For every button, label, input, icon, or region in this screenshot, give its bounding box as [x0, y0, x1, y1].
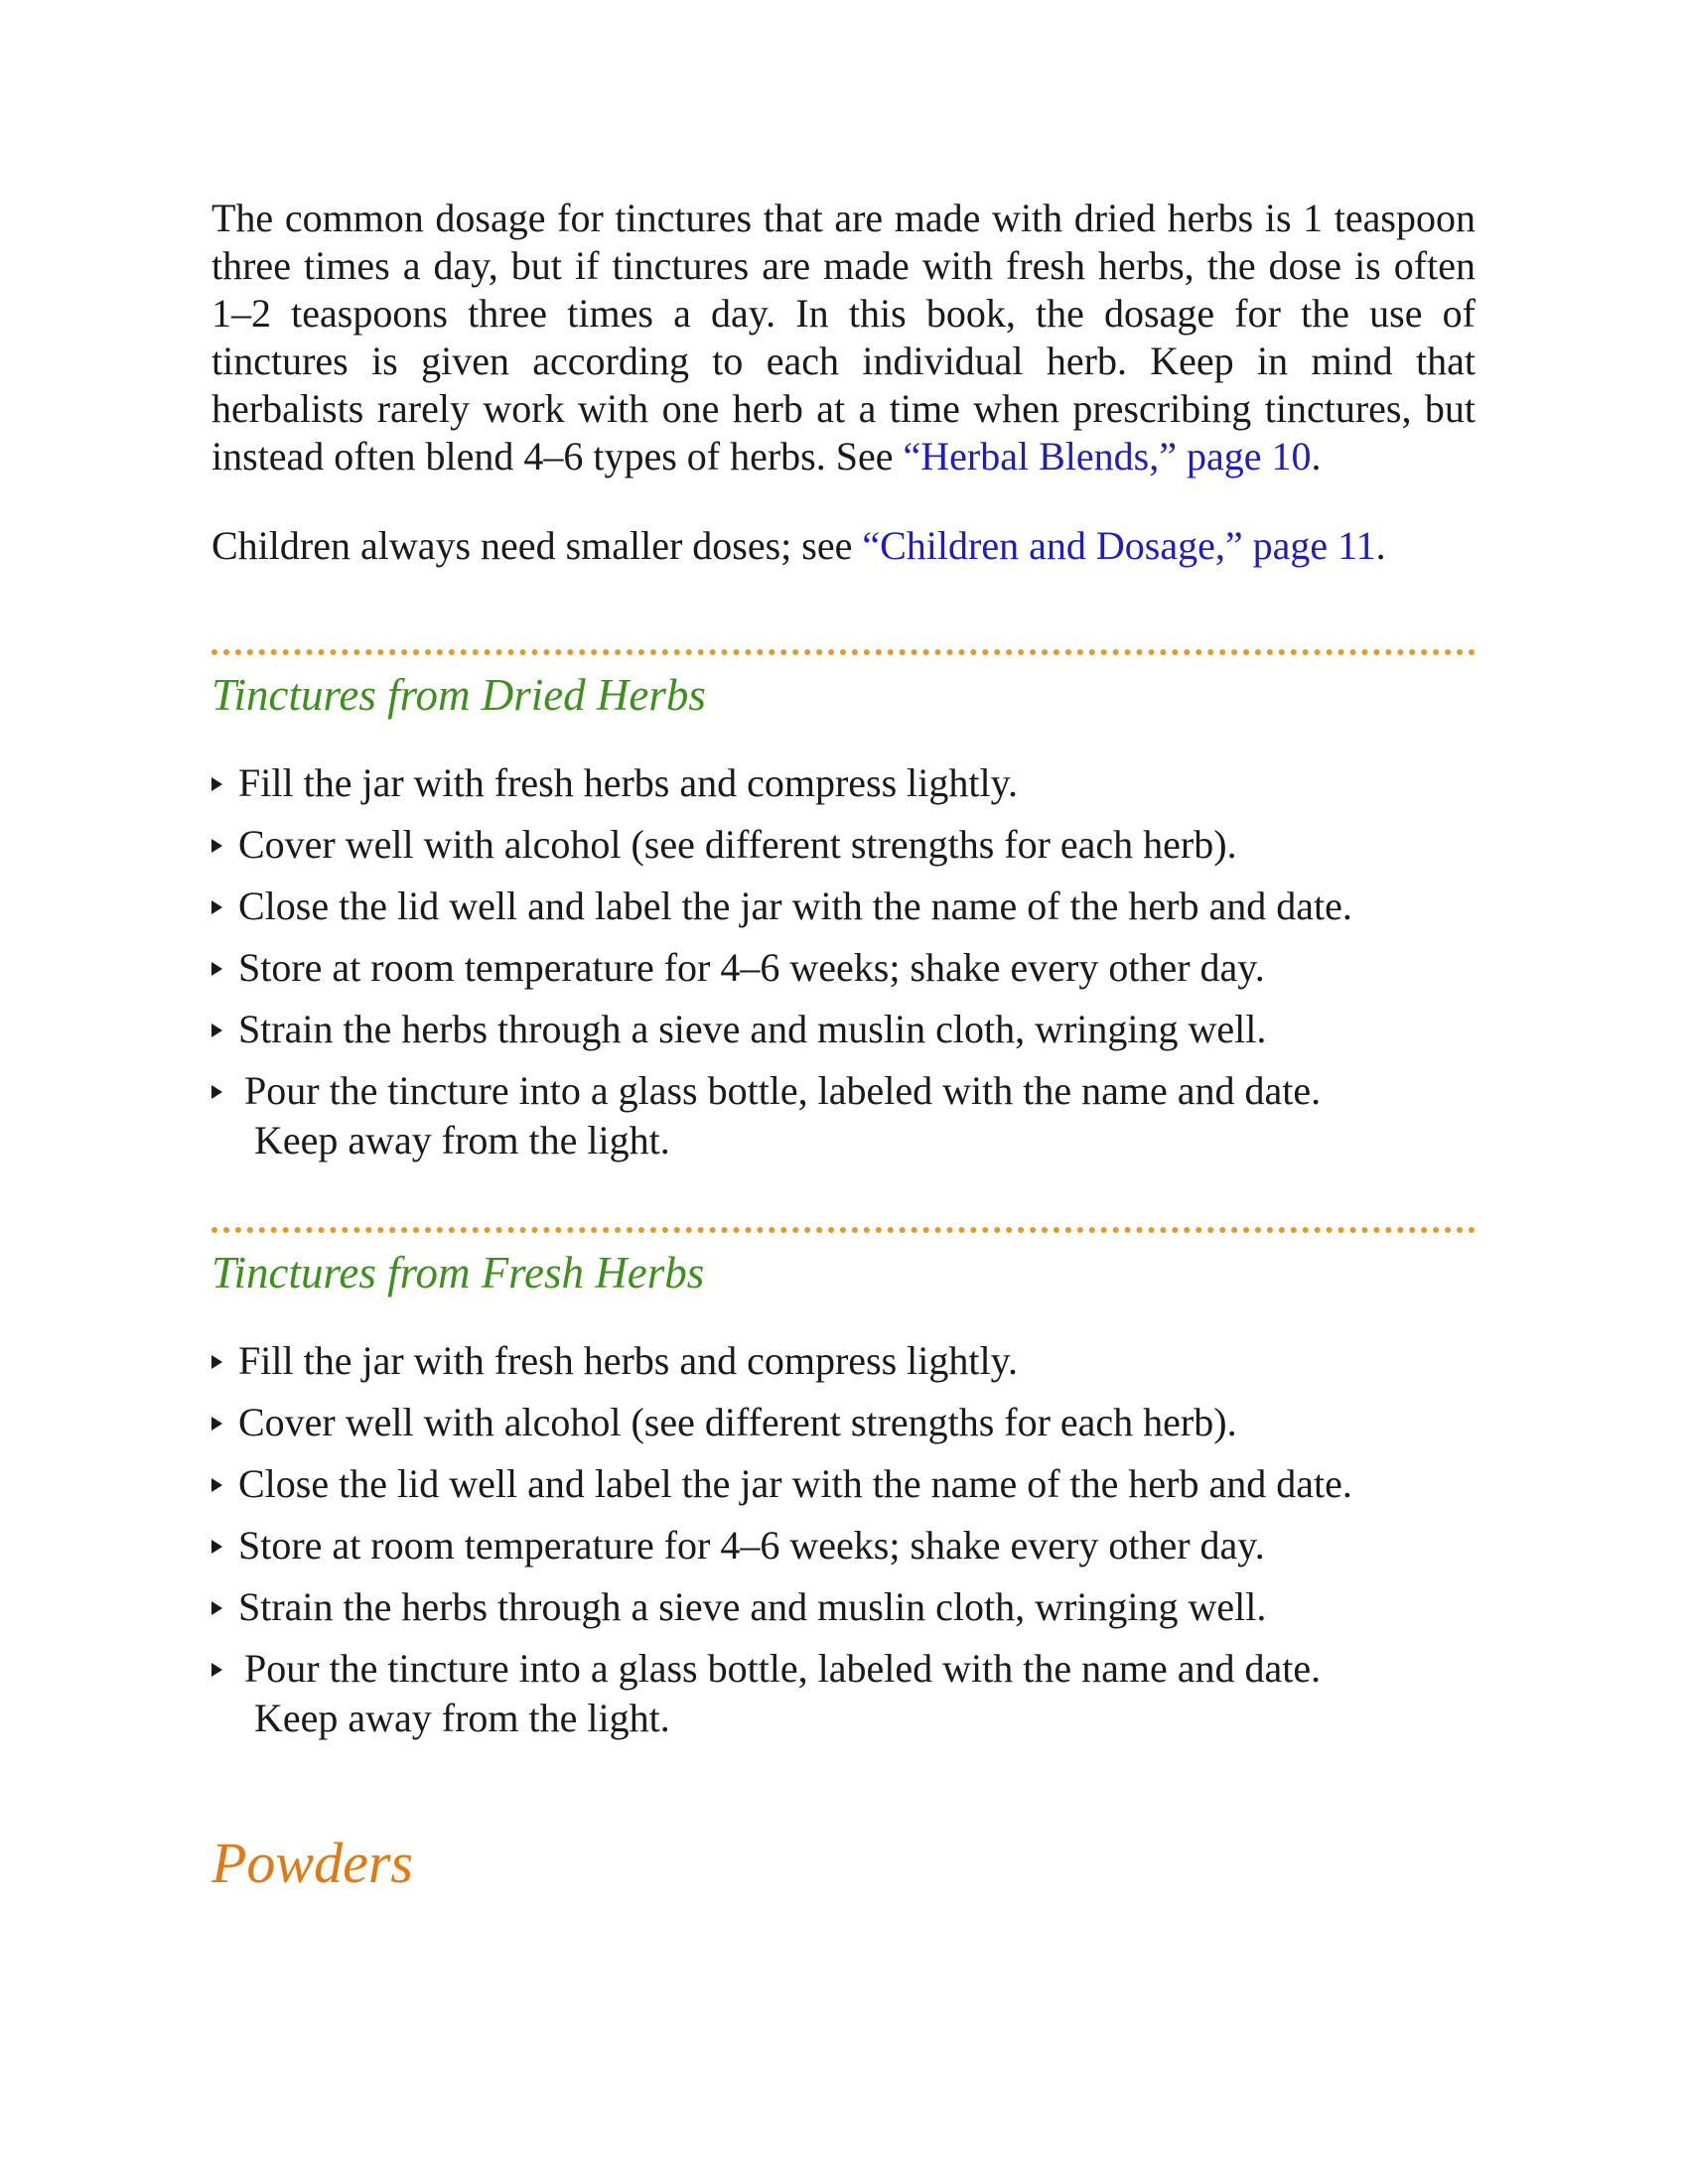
- step-text: Close the lid well and label the jar with the name of the herb and date.: [238, 1461, 1352, 1506]
- step-text: Pour the tincture into a glass bottle, labeled with the name and date.: [244, 1068, 1322, 1113]
- list-item: [211, 1521, 1476, 1570]
- triangle-bullet-icon: [211, 1540, 222, 1554]
- triangle-bullet-icon: [211, 1355, 222, 1369]
- list-item: [211, 943, 1476, 993]
- list-item: [211, 1459, 1476, 1509]
- section-divider: [211, 1227, 1476, 1233]
- dosage-text: The common dosage for tinctures that are made with dried herbs is 1 teaspoon three times a day, but if tinctures are made with fresh herbs, the dose is often 1–2 teaspoons three times a day. In this book, the dosage for the use of tinctures is given according to each individual herb. Keep in mind that herbalists rarely work with one herb at a time when prescribing tinctures, but instead often blend 4–6 types of herbs. See: [211, 196, 1476, 478]
- triangle-bullet-icon: [211, 1024, 222, 1037]
- step-text: Store at room temperature for 4–6 weeks; shake every other day.: [238, 1523, 1265, 1568]
- dried-herbs-steps: [211, 758, 1476, 1165]
- list-item: [211, 820, 1476, 870]
- step-text-continued: Keep away from the light.: [254, 1696, 670, 1740]
- list-item: [211, 1398, 1476, 1447]
- fresh-herbs-steps: [211, 1336, 1476, 1743]
- step-text: Pour the tincture into a glass bottle, labeled with the name and date.: [244, 1646, 1322, 1691]
- section-title-dried-herbs: Tinctures from Dried Herbs: [211, 670, 706, 720]
- triangle-bullet-icon: [211, 1601, 222, 1615]
- chapter-title-powders: Powders: [211, 1831, 413, 1895]
- dosage-paragraph: [211, 195, 1476, 480]
- triangle-bullet-icon: [211, 962, 222, 976]
- children-paragraph: [211, 522, 1476, 570]
- document-page: [211, 195, 1476, 1896]
- section-title-fresh-herbs: Tinctures from Fresh Herbs: [211, 1248, 705, 1297]
- list-item: [211, 1005, 1476, 1054]
- list-item: [211, 1644, 1476, 1743]
- list-item: [211, 758, 1476, 808]
- step-text: Store at room temperature for 4–6 weeks; shake every other day.: [238, 945, 1265, 990]
- step-text: Fill the jar with fresh herbs and compress lightly.: [238, 1338, 1019, 1383]
- step-text-continued: Keep away from the light.: [254, 1118, 670, 1162]
- section-divider: [211, 649, 1476, 655]
- step-text: Cover well with alcohol (see different strengths for each herb).: [238, 822, 1237, 867]
- list-item: [211, 1582, 1476, 1632]
- children-text: Children always need smaller doses; see: [211, 523, 863, 568]
- step-text: Strain the herbs through a sieve and muslin cloth, wringing well.: [238, 1584, 1267, 1629]
- triangle-bullet-icon: [211, 1417, 222, 1431]
- dosage-end: .: [1311, 434, 1322, 478]
- triangle-bullet-icon: [211, 1085, 222, 1099]
- triangle-bullet-icon: [211, 1478, 222, 1492]
- step-text: Cover well with alcohol (see different strengths for each herb).: [238, 1400, 1237, 1444]
- triangle-bullet-icon: [211, 1663, 222, 1677]
- triangle-bullet-icon: [211, 777, 222, 791]
- step-text: Close the lid well and label the jar with the name of the herb and date.: [238, 884, 1352, 928]
- herbal-blends-link[interactable]: “Herbal Blends,” page 10: [903, 434, 1312, 478]
- triangle-bullet-icon: [211, 900, 222, 914]
- children-end: .: [1375, 523, 1386, 568]
- list-item: [211, 1336, 1476, 1386]
- list-item: [211, 882, 1476, 931]
- children-dosage-link[interactable]: “Children and Dosage,” page 11: [862, 523, 1376, 568]
- step-text: Strain the herbs through a sieve and muslin cloth, wringing well.: [238, 1007, 1267, 1051]
- list-item: [211, 1066, 1476, 1165]
- triangle-bullet-icon: [211, 839, 222, 853]
- step-text: Fill the jar with fresh herbs and compress lightly.: [238, 760, 1019, 805]
